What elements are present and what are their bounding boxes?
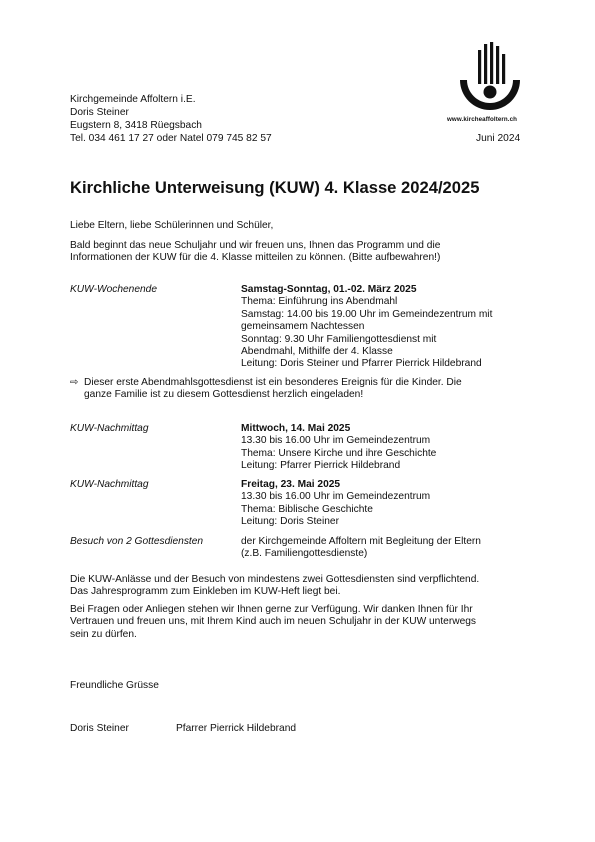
event-line: Abendmahl, Mithilfe der 4. Klasse xyxy=(241,346,393,358)
event-line: Sonntag: 9.30 Uhr Familiengottesdienst mit xyxy=(241,333,437,345)
event-details xyxy=(241,284,531,371)
closing-line: sein zu dürfen. xyxy=(70,628,137,640)
page-title: Kirchliche Unterweisung (KUW) 4. Klasse 2024/2025 xyxy=(70,178,480,197)
obligation-line: Die KUW-Anlässe und der Besuch von mindestens zwei Gottesdiensten sind verpflichtend. xyxy=(70,574,480,585)
sender-org: Kirchgemeinde Affoltern i.E. xyxy=(70,94,196,105)
event-heading: Mittwoch, 14. Mai 2025 xyxy=(241,423,351,434)
event-label: KUW-Nachmittag xyxy=(70,423,149,434)
event-line: Thema: Einführung ins Abendmahl xyxy=(241,296,398,308)
event-label: KUW-Nachmittag xyxy=(70,479,149,490)
intro-line: Informationen der KUW für die 4. Klasse mitteilen zu können. (Bitte aufbewahren!) xyxy=(70,252,441,264)
event-line: 13.30 bis 16.00 Uhr im Gemeindezentrum xyxy=(241,491,431,503)
note-line: Dieser erste Abendmahlsgottesdienst ist ein besonderes Ereignis für die Kinder. Die xyxy=(84,377,462,388)
event-line: Thema: Biblische Geschichte xyxy=(241,503,373,515)
closing-line: Bei Fragen oder Anliegen stehen wir Ihnen gerne zur Verfügung. Wir danken Ihnen für Ihr xyxy=(70,604,473,615)
signature-name: Pfarrer Pierrick Hildebrand xyxy=(176,723,297,734)
arrow-right-icon: ⇨ xyxy=(70,377,79,388)
logo-url: www.kircheaffoltern.ch xyxy=(447,116,518,123)
event-label: KUW-Wochenende xyxy=(70,284,158,295)
obligation-line: Das Jahresprogramm zum Einkleben im KUW-Heft liegt bei. xyxy=(70,586,341,598)
obligation-paragraph xyxy=(70,574,530,599)
event-details xyxy=(241,536,531,561)
sender-address: Eugstern 8, 3418 Rüegsbach xyxy=(70,120,202,131)
communion-note xyxy=(70,377,535,402)
event-line: (z.B. Familiengottesdienste) xyxy=(241,548,368,560)
note-line: ganze Familie ist zu diesem Gottesdienst herzlich eingeladen! xyxy=(84,389,364,401)
event-heading: Freitag, 23. Mai 2025 xyxy=(241,479,341,490)
event-label: Besuch von 2 Gottesdiensten xyxy=(70,536,204,547)
intro-line: Bald beginnt das neue Schuljahr und wir freuen uns, Ihnen das Programm und die xyxy=(70,240,441,251)
event-heading: Samstag-Sonntag, 01.-02. März 2025 xyxy=(241,284,417,295)
event-line: Leitung: Doris Steiner und Pfarrer Pierrick Hildebrand xyxy=(241,358,482,370)
event-line: der Kirchgemeinde Affoltern mit Begleitung der Eltern xyxy=(241,536,481,547)
event-line: Leitung: Pfarrer Pierrick Hildebrand xyxy=(241,460,401,472)
signature-name: Doris Steiner xyxy=(70,723,129,734)
closing-line: Vertrauen und freuen uns, mit Ihrem Kind auch im neuen Schuljahr in der KUW unterwegs xyxy=(70,616,477,628)
event-line: Thema: Unsere Kirche und ihre Geschichte xyxy=(241,447,437,459)
greeting: Liebe Eltern, liebe Schülerinnen und Schüler, xyxy=(70,220,274,231)
sender-name: Doris Steiner xyxy=(70,107,129,118)
intro-paragraph xyxy=(70,240,530,265)
event-line: gemeinsamem Nachtessen xyxy=(241,321,365,333)
event-line: 13.30 bis 16.00 Uhr im Gemeindezentrum xyxy=(241,435,431,447)
letter-date: Juni 2024 xyxy=(476,133,521,144)
event-details xyxy=(241,479,531,529)
event-line: Leitung: Doris Steiner xyxy=(241,516,339,528)
closing-paragraph xyxy=(70,604,530,641)
event-line: Samstag: 14.00 bis 19.00 Uhr im Gemeindezentrum mit xyxy=(241,308,493,320)
church-logo-icon xyxy=(450,42,526,112)
regards: Freundliche Grüsse xyxy=(70,680,159,691)
event-details xyxy=(241,423,531,473)
sender-phone: Tel. 034 461 17 27 oder Natel 079 745 82 57 xyxy=(70,133,272,144)
